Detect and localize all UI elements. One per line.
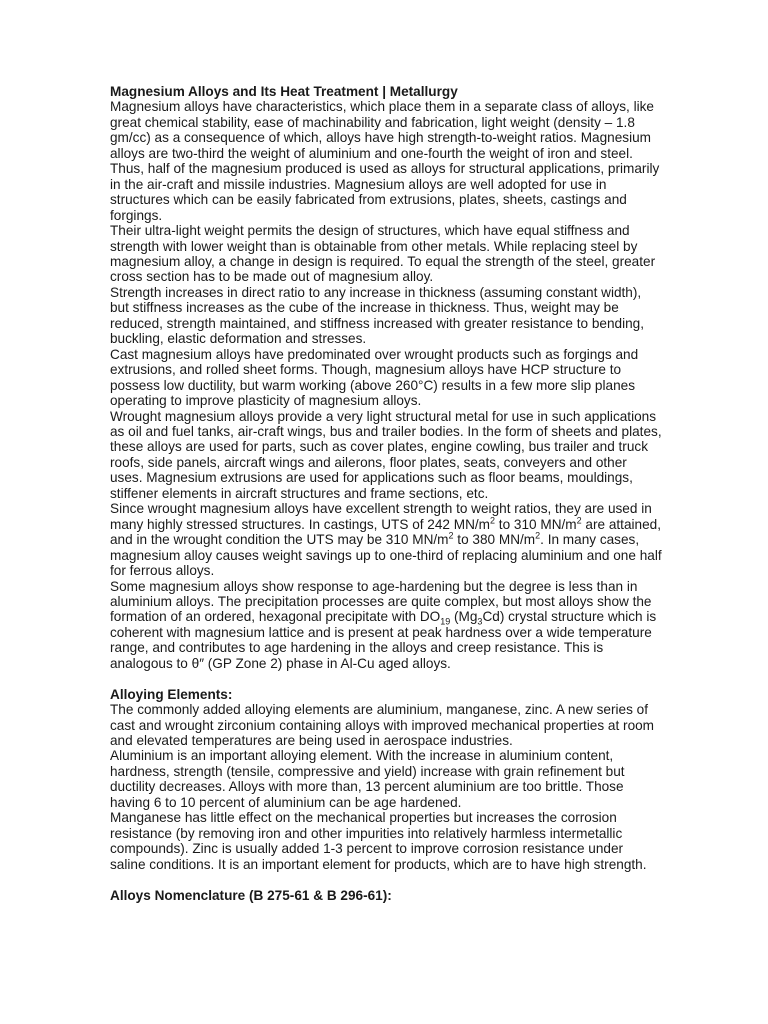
text-run: to 310 MN/m xyxy=(495,516,577,532)
superscript: 2 xyxy=(576,515,582,526)
paragraph-ultra-light-weight: Their ultra-light weight permits the design of structures, which have equal stiffness and strength with lower weight than is obtainable from other metals. While replacing steel by magnesium alloy, a change in design is required. To equal the strength of the steel, greater cross section has to be made out of magnesium alloy. xyxy=(110,223,656,285)
superscript: 2 xyxy=(535,530,541,541)
text-run: Cd) crystal structure which is coherent with magnesium lattice and is present at peak hardness over a wide temperature range, and contributes to age hardening in the alloys and creep resistance. This is analogous to θ″ (GP Zone 2) phase in Al-Cu aged alloys. xyxy=(110,609,657,671)
subscript: 19 xyxy=(440,617,451,628)
paragraph-age-hardening xyxy=(110,579,662,672)
text-run: . In many cases, magnesium alloy causes weight savings up to one-third of replacing aluminium and one half for ferrous alloys. xyxy=(110,532,662,579)
paragraph-manganese-zinc: Manganese has little effect on the mechanical properties but increases the corrosion resistance (by removing iron and other impurities into relatively harmless intermetallic compounds). Zinc is usually added 1-3 percent to improve corrosion resistance under saline conditions. It is an important element for products, which are to have high strength. xyxy=(110,810,647,872)
document-page xyxy=(110,84,662,903)
text-run: Since wrought magnesium alloys have excellent strength to weight ratios, they are used in many highly stressed structures. In castings, UTS of 242 MN/m xyxy=(110,501,652,532)
paragraph-uts xyxy=(110,501,662,578)
paragraph-wrought-alloys: Wrought magnesium alloys provide a very light structural metal for use in such applications as oil and fuel tanks, air-craft wings, bus and trailer bodies. In the form of sheets and plates, these alloys are used for parts, such as cover plates, engine cowling, bus trailer and truck roofs, side panels, aircraft wings and ailerons, floor plates, seats, conveyers and other uses. Magnesium extrusions are used for applications such as floor beams, mouldings, stiffener elements in aircraft structures and frame sections, etc. xyxy=(110,408,662,501)
paragraph-characteristics: Magnesium alloys have characteristics, which place them in a separate class of alloys, like great chemical stability, ease of machinability and fabrication, light weight (density – 1.8 gm/cc) as a consequence of which, alloys have high strength-to-weight ratios. Magnesium alloys are two-third the weight of aluminium and one-fourth the weight of iron and steel. Thus, half of the magnesium produced is used as alloys for structural applications, primarily in the air-craft and missile industries. Magnesium alloys are well adopted for use in structures which can be easily fabricated from extrusions, plates, sheets, castings and forgings. xyxy=(110,99,660,223)
paragraph-cast-alloys: Cast magnesium alloys have predominated over wrought products such as forgings and extrusions, and rolled sheet forms. Though, magnesium alloys have HCP structure to possess low ductility, but warm working (above 260°C) results in a few more slip planes operating to improve plasticity of magnesium alloys. xyxy=(110,346,639,409)
document-title: Magnesium Alloys and Its Heat Treatment | Metallurgy xyxy=(110,84,458,99)
spacer xyxy=(110,671,662,686)
text-run: (Mg xyxy=(450,609,478,625)
section-heading-alloying-elements: Alloying Elements: xyxy=(110,686,233,702)
paragraph-strength-stiffness: Strength increases in direct ratio to any increase in thickness (assuming constant width), but stiffness increases as the cube of the increase in thickness. Thus, weight may be reduced, strength maintained, and stiffness increased with greater resistance to bending, buckling, elastic deformation and stresses. xyxy=(110,284,644,347)
section-heading-nomenclature: Alloys Nomenclature (B 275-61 & B 296-61): xyxy=(110,887,392,903)
spacer xyxy=(110,872,662,887)
superscript: 2 xyxy=(448,530,454,541)
text-run: Some magnesium alloys show response to age-hardening but the degree is less than in aluminium alloys. The precipitation processes are quite complex, but most alloys show the formation of an ordered, hexagonal precipitate with DO xyxy=(110,578,652,625)
paragraph-common-elements: The commonly added alloying elements are aluminium, manganese, zinc. A new series of cast and wrought zirconium containing alloys with improved mechanical properties at room and elevated temperatures are being used in aerospace industries. xyxy=(110,702,655,749)
text-run: are attained, and in the wrought condition the UTS may be 310 MN/m xyxy=(110,516,661,548)
superscript: 2 xyxy=(490,515,496,526)
subscript: 3 xyxy=(477,617,483,628)
text-run: to 380 MN/m xyxy=(453,532,536,548)
paragraph-aluminium: Aluminium is an important alloying element. With the increase in aluminium content, hardness, strength (tensile, compressive and yield) increase with grain refinement but ductility decreases. Alloys with more than, 13 percent aluminium are too brittle. Those having 6 to 10 percent of aluminium can be age hardened. xyxy=(110,748,625,810)
